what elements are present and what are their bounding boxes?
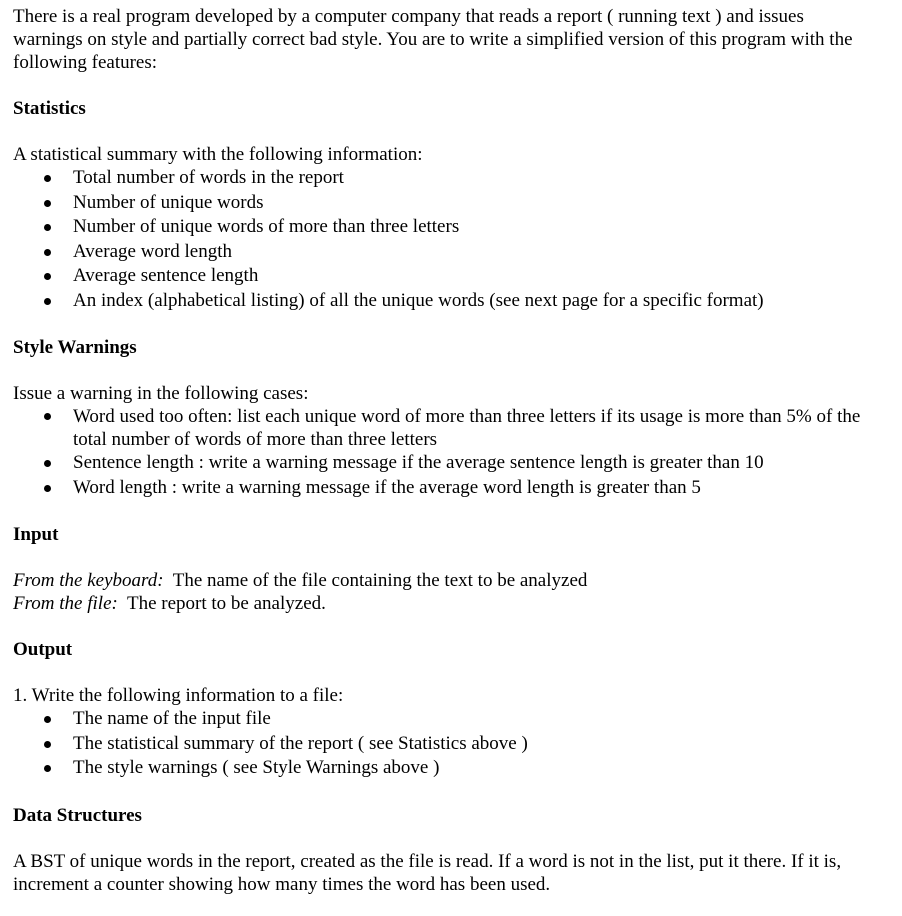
- spacer: [13, 500, 872, 523]
- style-warning-item: Sentence length : write a warning message if the average sentence length is greater than 10: [73, 451, 872, 476]
- spacer: [13, 661, 872, 684]
- input-file-label: From the file:: [13, 593, 118, 614]
- statistics-list: [13, 166, 872, 313]
- input-file-line: [13, 592, 872, 615]
- statistics-item: An index (alphabetical listing) of all the unique words (see next page for a specific format): [73, 289, 872, 314]
- data-structures-heading: Data Structures: [13, 804, 142, 826]
- input-keyboard-text: The name of the file containing the text to be analyzed: [172, 570, 588, 591]
- input-heading: Input: [13, 524, 59, 545]
- spacer: [13, 120, 872, 143]
- output-item: The style warnings ( see Style Warnings above ): [73, 756, 872, 781]
- output-item: The statistical summary of the report ( see Statistics above ): [73, 732, 872, 757]
- statistics-item: Average word length: [73, 240, 872, 265]
- input-keyboard-label: From the keyboard:: [13, 570, 164, 591]
- output-list: [13, 707, 872, 781]
- input-file-text: The report to be analyzed.: [127, 593, 326, 614]
- style-warnings-heading: Style Warnings: [13, 337, 137, 358]
- statistics-item: Number of unique words of more than three letters: [73, 215, 872, 240]
- style-warning-item: Word length : write a warning message if the average word length is greater than 5: [73, 476, 872, 501]
- data-structures-paragraph: A BST of unique words in the report, created as the file is read. If a word is not in the list, put it there. If it is, increment a counter showing how many times the word has been used.: [13, 850, 842, 895]
- style-warnings-lead: Issue a warning in the following cases:: [13, 383, 309, 404]
- output-heading: Output: [13, 639, 73, 660]
- style-warnings-list: [13, 405, 872, 500]
- statistics-heading: Statistics: [13, 98, 86, 119]
- statistics-item: Number of unique words: [73, 191, 872, 216]
- spacer: [13, 615, 872, 638]
- statistics-item: Total number of words in the report: [73, 166, 872, 191]
- statistics-item: Average sentence length: [73, 264, 872, 289]
- intro-paragraph: There is a real program developed by a computer company that reads a report ( running text ) and issues warnings on style and partially correct bad style. You are to write a simplified version of this program with the following features:: [13, 6, 853, 73]
- spacer: [13, 74, 872, 97]
- spacer: [13, 546, 872, 569]
- spacer: [13, 359, 872, 382]
- input-keyboard-line: [13, 569, 872, 592]
- spacer: [13, 827, 872, 850]
- statistics-lead: A statistical summary with the following information:: [13, 144, 423, 165]
- output-item: The name of the input file: [73, 707, 872, 732]
- spacer: [13, 781, 872, 804]
- style-warning-item: Word used too often: list each unique word of more than three letters if its usage is more than 5% of the total number of words of more than three letters: [73, 405, 872, 451]
- spacer: [13, 313, 872, 336]
- output-lead: 1. Write the following information to a file:: [13, 685, 344, 706]
